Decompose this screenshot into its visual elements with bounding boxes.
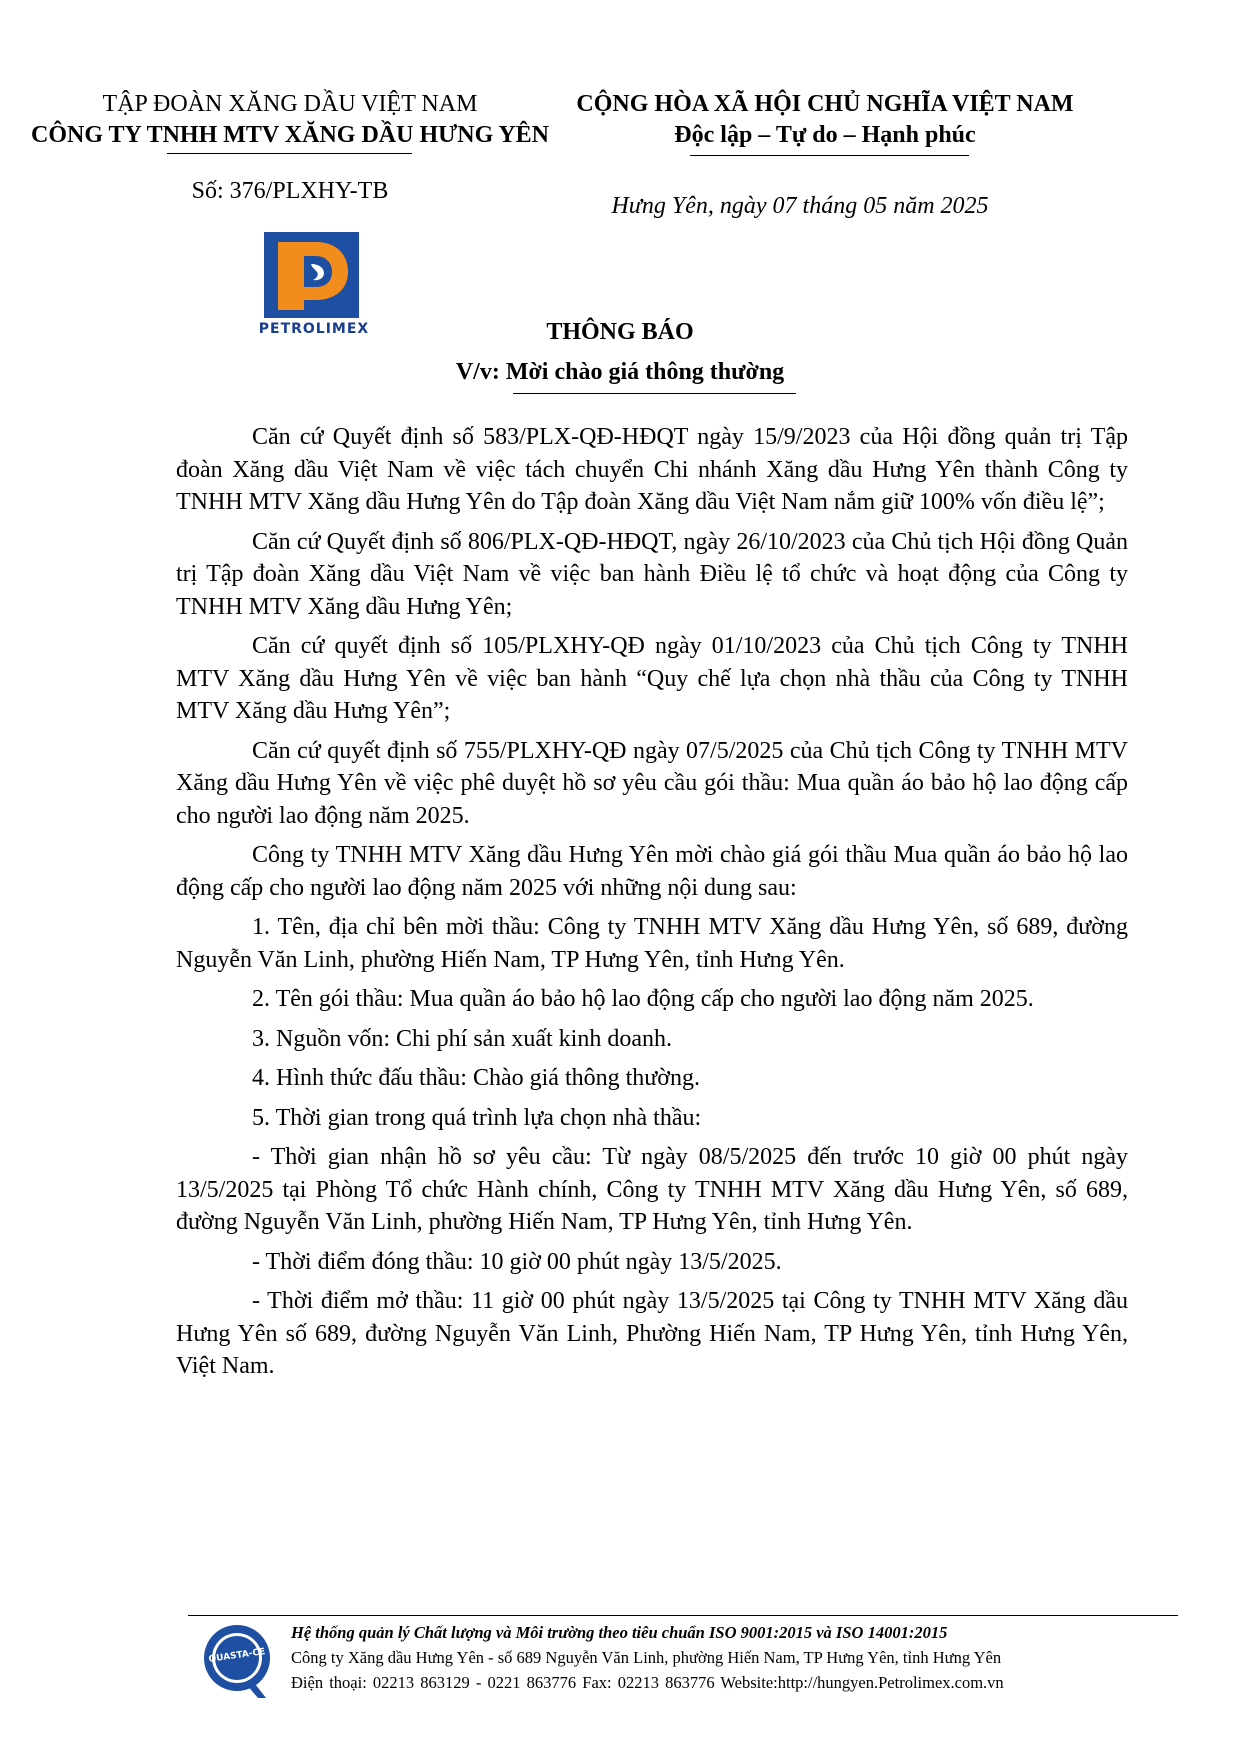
petrolimex-emblem-icon: [264, 232, 359, 318]
company-name: CÔNG TY TNHH MTV XĂNG DẦU HƯNG YÊN: [30, 122, 550, 148]
nation-name: CỘNG HÒA XÃ HỘI CHỦ NGHĨA VIỆT NAM: [576, 91, 1074, 117]
place-and-date: Hưng Yên, ngày 07 tháng 05 năm 2025: [611, 193, 989, 219]
quasta-badge-label: QUASTA-CE: [208, 1647, 266, 1665]
list-item: 1. Tên, địa chỉ bên mời thầu: Công ty TNHH MTV Xăng dầu Hưng Yên, số 689, đường Nguyễn Văn Linh, phường Hiến Nam, TP Hưng Yên, tỉnh Hưng Yên.: [176, 914, 1128, 973]
quasta-certification-logo: [200, 1620, 274, 1702]
paragraph: Công ty TNHH MTV Xăng dầu Hưng Yên mời chào giá gói thầu Mua quần áo bảo hộ lao động cấp cho người lao động năm 2025 với những nội dung sau:: [176, 842, 1128, 901]
header-right-underline: [690, 155, 969, 156]
paragraph: Căn cứ Quyết định số 806/PLX-QĐ-HĐQT, ngày 26/10/2023 của Chủ tịch Hội đồng Quản trị Tập đoàn Xăng dầu Việt Nam về việc ban hành Điều lệ tổ chức và hoạt động của Công ty TNHH MTV Xăng dầu Hưng Yên;: [176, 528, 1128, 620]
list-item: - Thời gian nhận hồ sơ yêu cầu: Từ ngày 08/5/2025 đến trước 10 giờ 00 phút ngày 13/5/2025 tại Phòng Tổ chức Hành chính, Công ty TNHH MTV Xăng dầu Hưng Yên, số 689, đường Nguyễn Văn Linh, phường Hiến Nam, TP Hưng Yên, tỉnh Hưng Yên.: [176, 1144, 1128, 1235]
document-subject: [320, 356, 920, 388]
list-item: 4. Hình thức đấu thầu: Chào giá thông thường.: [252, 1065, 700, 1091]
paragraph: Căn cứ Quyết định số 583/PLX-QĐ-HĐQT ngày 15/9/2023 của Hội đồng quản trị Tập đoàn Xăng dầu Việt Nam về việc tách chuyển Chi nhánh Xăng dầu Hưng Yên thành Công ty TNHH MTV Xăng dầu Hưng Yên do Tập đoàn Xăng dầu Việt Nam nắm giữ 100% vốn điều lệ”;: [176, 424, 1128, 515]
petrolimex-logo: [264, 232, 359, 318]
list-item: - Thời điểm đóng thầu: 10 giờ 00 phút ngày 13/5/2025.: [252, 1248, 782, 1275]
petrolimex-wordmark: PETROLIMEX: [258, 321, 370, 337]
subject-text: Mời chào giá thông thường: [505, 359, 785, 385]
national-motto: Độc lập – Tự do – Hạnh phúc: [674, 122, 976, 148]
list-item: 2. Tên gói thầu: Mua quần áo bảo hộ lao động cấp cho người lao động năm 2025.: [252, 986, 1034, 1012]
list-item: - Thời điểm mở thầu: 11 giờ 00 phút ngày 13/5/2025 tại Công ty TNHH MTV Xăng dầu Hưng Yên số 689, đường Nguyễn Văn Linh, Phường Hiến Nam, TP Hưng Yên, tỉnh Hưng Yên, Việt Nam.: [176, 1288, 1128, 1379]
list-item: 5. Thời gian trong quá trình lựa chọn nhà thầu:: [252, 1104, 702, 1131]
subject-underline: [513, 393, 796, 394]
document-body: [176, 421, 1128, 1390]
footer-address: Công ty Xăng dầu Hưng Yên - số 689 Nguyễn Văn Linh, phường Hiến Nam, TP Hưng Yên, tỉnh Hưng Yên: [291, 1648, 1002, 1667]
paragraph: Căn cứ quyết định số 105/PLXHY-QĐ ngày 01/10/2023 của Chủ tịch Công ty TNHH MTV Xăng dầu Hưng Yên về việc ban hành “Quy chế lựa chọn nhà thầu của Công ty TNHH MTV Xăng dầu Hưng Yên”;: [176, 633, 1128, 724]
footer-divider: [188, 1615, 1178, 1616]
subject-prefix: V/v:: [455, 359, 506, 385]
footer-contact: Điện thoại: 02213 863129 - 0221 863776 Fax: 02213 863776 Website:http://hungyen.Petrolimex.com.vn: [291, 1673, 1004, 1692]
footer-iso-statement: Hệ thống quản lý Chất lượng và Môi trường theo tiêu chuẩn ISO 9001:2015 và ISO 14001:2015: [291, 1623, 948, 1642]
group-name: TẬP ĐOÀN XĂNG DẦU VIỆT NAM: [102, 91, 478, 117]
paragraph: Căn cứ quyết định số 755/PLXHY-QĐ ngày 07/5/2025 của Chủ tịch Công ty TNHH MTV Xăng dầu Hưng Yên về việc phê duyệt hồ sơ yêu cầu gói thầu: Mua quần áo bảo hộ lao động cấp cho người lao động năm 2025.: [176, 737, 1128, 829]
document-title: THÔNG BÁO: [546, 319, 694, 345]
list-item: 3. Nguồn vốn: Chi phí sản xuất kinh doanh.: [252, 1025, 672, 1052]
header-left-underline: [167, 153, 412, 154]
document-number: Số: 376/PLXHY-TB: [191, 178, 389, 204]
